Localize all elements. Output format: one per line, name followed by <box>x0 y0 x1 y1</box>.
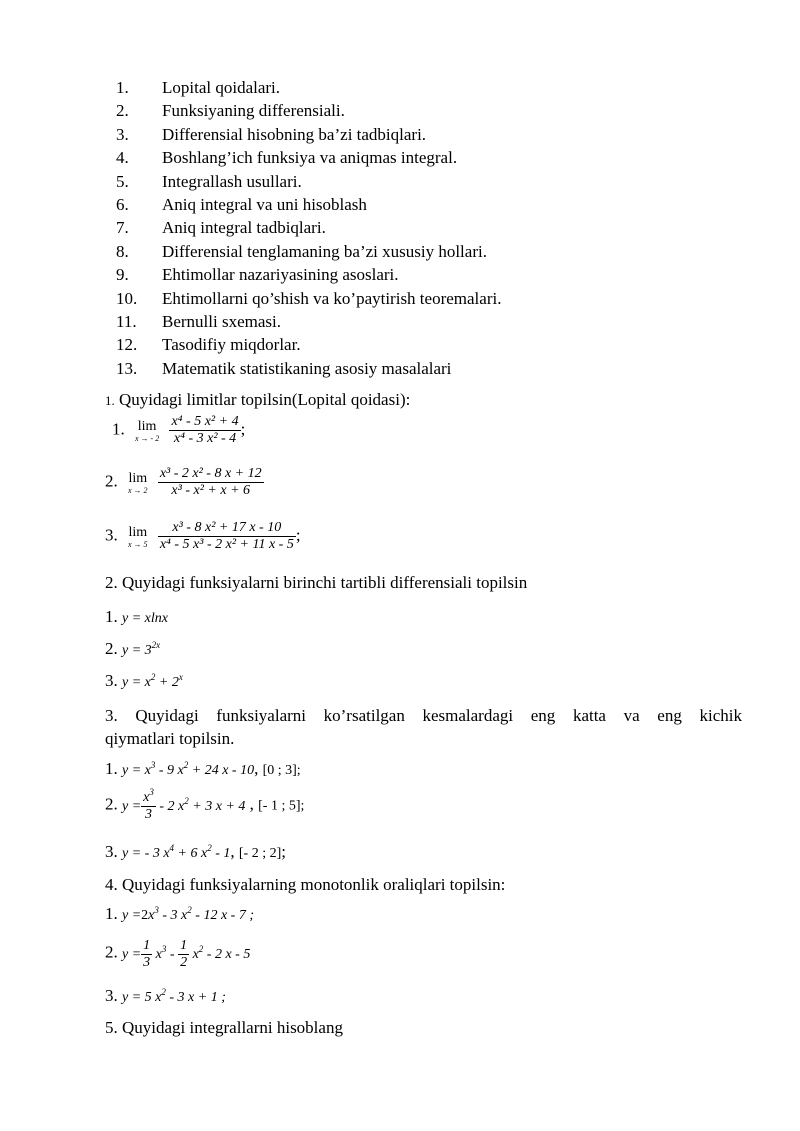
section-4-heading: 4. Quyidagi funksiyalarning monotonlik oraliqlari topilsin: <box>105 875 506 894</box>
limit-problem-2: 2. lim x → 2 $\frac{\text{x³ - 2 x² - 8 x + 12}}{\text{x³ - x² + x + 6}}$ <box>105 466 262 498</box>
list-item: 7. Aniq integral tadbiqlari. <box>116 218 326 238</box>
extremum-problem-2: 2. y = $\frac{x^3}{3}$ - 2 $x^2 + 3$ x + 4 , [- 1 ; 5]; <box>105 787 305 822</box>
fraction: $\frac{1}{3}$ <box>143 938 151 970</box>
list-item: 3. Differensial hisobning ba’zi tadbiqlari. <box>116 124 427 144</box>
list-item: 1. Lopital qoidalari. <box>116 78 281 97</box>
list-item: 4. Boshlang’ich funksiya va aniqmas integral. <box>116 148 458 168</box>
section-5-heading: 5. Quyidagi integrallarni hisoblang <box>105 1018 343 1037</box>
section-3-heading: 3. Quyidagi funksiyalarni ko’rsatilgan kesmalardagi eng katta va eng kichik qiymatlari topilsin. <box>105 706 742 748</box>
fraction: $\frac{1}{2}$ <box>180 938 188 970</box>
list-item: 11. Bernulli sxemasi. <box>116 311 281 331</box>
diff-problem-2: 2. $y = 3^{2x}$ <box>105 639 161 658</box>
list-item: 8. Differensial tenglamaning ba’zi xususiy hollari. <box>116 241 487 261</box>
section-1-heading: 1. Quyidagi limitlar topilsin(Lopital qoidasi): <box>105 390 411 409</box>
list-item: 2. Funksiyaning differensiali. <box>116 101 345 121</box>
list-item: 13. Matematik statistikaning asosiy masalalari <box>116 358 452 378</box>
list-item: 10. Ehtimollarni qo’shish va ko’paytirish teoremalari. <box>116 288 502 308</box>
list-item: 12. Tasodifiy miqdorlar. <box>116 335 301 355</box>
fraction: $\frac{\text{x³ - 2 x² - 8 x + 12}}{\text{x³ - x² + x + 6}}$ <box>159 466 262 498</box>
section-2-heading: 2. Quyidagi funksiyalarni birinchi tartibli differensiali topilsin <box>105 573 528 592</box>
monotonic-problem-1: 1. $y =2x^3 - 3$ $x^2 - 12$ x - 7 ; <box>105 904 254 923</box>
diff-problem-1: 1. y = xlnx <box>105 607 168 626</box>
extremum-problem-1: 1. $y = x^3 - 9$ $x^2 + 24$ x - 10, [0 ; 3]; <box>105 759 301 778</box>
list-item: 6. Aniq integral va uni hisoblash <box>116 194 367 214</box>
diff-problem-3: 3. $y = x^2 + 2^x$ <box>105 671 183 690</box>
limit-problem-3: 3. lim x → 5 $\frac{\text{x³ - 8 x² + 17 x - 10}}{\text{x⁴ - 5 x³ - 2 x² + 11 x - 5}}$ ; <box>105 520 301 552</box>
fraction: $\frac{\text{x³ - 8 x² + 17 x - 10}}{\text{x⁴ - 5 x³ - 2 x² + 11 x - 5}}$ <box>159 520 294 552</box>
topic-list <box>116 76 501 380</box>
list-item: 9. Ehtimollar nazariyasining asoslari. <box>116 265 399 285</box>
monotonic-problem-2: 2. y = $\frac{1}{3}$ $x^3$ - $\frac{1}{2}$ $x^2 - 2$ x - 5 <box>105 938 251 970</box>
list-item: 5. Integrallash usullari. <box>116 171 302 191</box>
fraction: $\frac{\text{x⁴ - 5 x² + 4}}{\text{x⁴ - 3 x² - 4}}$ <box>171 414 239 446</box>
fraction: $\frac{x^3}{3}$ <box>143 787 154 822</box>
limit-problem-1: 1. lim x → - 2 $\frac{\text{x⁴ - 5 x² + 4}}{\text{x⁴ - 3 x² - 4}}$ ; <box>112 414 246 446</box>
extremum-problem-3: 3. y = - 3 $x^4 + 6$ $x^2 - 1$, [- 2 ; 2]; <box>105 842 287 861</box>
monotonic-problem-3: 3. y = 5 $x^2 - 3$ x + 1 ; <box>105 986 226 1005</box>
